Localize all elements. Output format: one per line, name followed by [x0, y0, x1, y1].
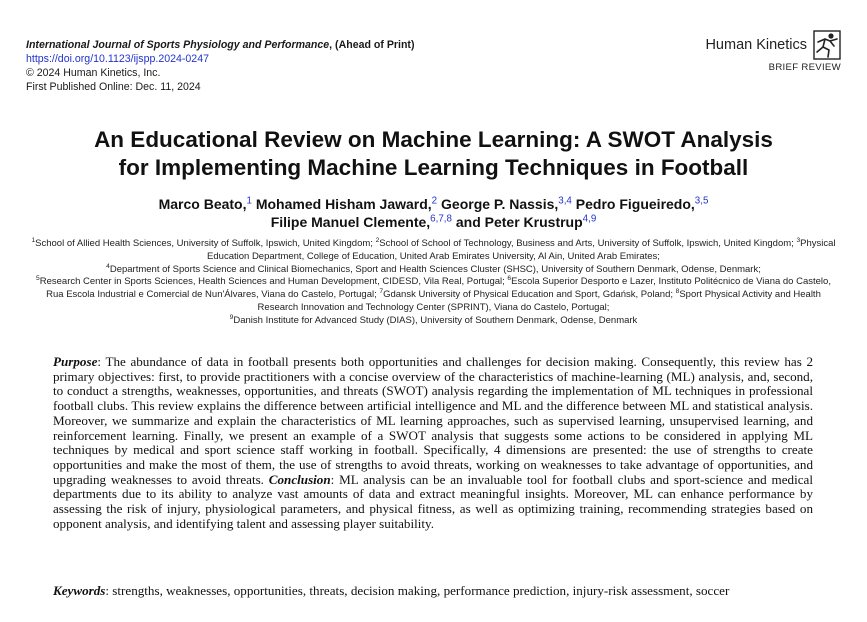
- author-name: Marco Beato,: [158, 196, 247, 212]
- abstract: [53, 355, 813, 531]
- affiliations: [30, 238, 837, 328]
- affiliation-number: 6: [507, 275, 512, 283]
- affiliation-text: Sport Physical Activity and Health Research Innovation and Technology Center (SPRINT), Viana do Castelo, Portugal;: [257, 289, 821, 313]
- journal-title: [26, 38, 415, 52]
- title-line-2: for Implementing Machine Learning Techniques in Football: [118, 155, 749, 180]
- author-name: Pedro Figueiredo,: [575, 196, 695, 212]
- paper-title: [0, 126, 867, 182]
- affiliation-number: 9: [229, 313, 234, 321]
- affiliation-number: 4: [106, 262, 110, 270]
- conclusion-label: Conclusion: [268, 471, 331, 487]
- keywords: [53, 584, 813, 599]
- author-name: George P. Nassis,: [441, 196, 559, 212]
- affiliation-text: Escola Superior Desporto e Lazer, Instituto Politécnico de Viana do Castelo, Rua Escola Industrial e Comercial de Nun'Álvares, Viana do Castelo, Portugal;: [46, 276, 831, 301]
- author-affiliation-ref[interactable]: 1: [246, 195, 252, 207]
- author-list: [40, 195, 827, 231]
- affiliation-number: 7: [379, 288, 384, 296]
- purpose-text: : The abundance of data in football presents both opportunities and challenges for decision making. Consequently, this review has 2 primary objectives: first, to provide practitioners with a concise overview of the characteristics of machine-learning (ML) analysis, and, second, to conduct a strengths, weaknesses, opportunities, and threats (SWOT) analysis regarding the implementation of ML techniques in professional football clubs. This review explains the difference between artificial intelligence and ML and the difference between ML and statistical analysis. Moreover, we summarize and explain the characteristics of ML learning approaches, such as supervised learning, unsupervised learning, and reinforcement learning. Finally, we present an example of a SWOT analysis that suggests some actions to be considered in applying ML techniques by medical and sport science staff working in football. Specifically, 4 dimensions are presented: the use of strengths to create opportunities and make the most of them, the use of strengths to avoid threats, working on weaknesses to take advantage of opportunities, and upgrading weaknesses to avoid threats.: [53, 354, 813, 487]
- author-conjunction: and: [455, 214, 481, 230]
- affiliation-text: School of Allied Health Sciences, University of Suffolk, Ipswich, United Kingdom;: [35, 238, 376, 249]
- affiliation-text: Research Center in Sports Sciences, Health Sciences and Human Development, CIDESD, Vila Real, Portugal;: [39, 276, 508, 288]
- author-affiliation-ref[interactable]: 3,4: [558, 195, 572, 207]
- author-affiliation-ref[interactable]: 4,9: [582, 213, 597, 225]
- purpose-label: Purpose: [53, 354, 98, 369]
- author-name: Mohamed Hisham Jaward,: [255, 196, 432, 212]
- publisher-row: [661, 30, 841, 60]
- affiliation-number: 1: [31, 236, 36, 244]
- journal-status: , (Ahead of Print): [329, 39, 415, 51]
- affiliation-text: School of School of Technology, Business and Arts, University of Suffolk, Ipswich, United Kingdom;: [379, 238, 797, 249]
- affiliation-number: 2: [375, 236, 380, 244]
- article-type: BRIEF REVIEW: [768, 62, 841, 73]
- publisher-name: Human Kinetics: [705, 37, 807, 53]
- author-name: Peter Krustrup: [484, 214, 583, 230]
- affiliation-number: 5: [36, 275, 40, 283]
- title-line-1: An Educational Review on Machine Learning: A SWOT Analysis: [94, 127, 773, 152]
- author-name: Filipe Manuel Clemente,: [270, 214, 431, 230]
- affiliation-text: Danish Institute for Advanced Study (DIAS), University of Southern Denmark, Odense, Denmark: [233, 314, 638, 326]
- affiliation-text: Gdansk University of Physical Education and Sport, Gdańsk, Poland;: [383, 289, 676, 301]
- author-affiliation-ref[interactable]: 3,5: [694, 195, 709, 207]
- affiliation-number: 8: [675, 288, 680, 296]
- journal-name: International Journal of Sports Physiology and Performance: [26, 39, 330, 51]
- affiliation-number: 3: [796, 236, 801, 244]
- author-line-1: [40, 195, 827, 213]
- published-date: First Published Online: Dec. 11, 2024: [26, 81, 201, 93]
- journal-header: [26, 38, 415, 94]
- author-line-2: [40, 213, 827, 231]
- publisher-block: [661, 30, 841, 73]
- conclusion-text: : ML analysis can be an invaluable tool for football clubs and sport-science and medical departments due to its ability to analyze vast amounts of data and extract meaningful insights. Moreover, ML can enhance performance by assessing the risk of injury, physiological parameters, and physical fitness, as well as optimizing training, recommending strategies based on opponent analysis, and identifying talent and assessing player suitability.: [53, 471, 813, 531]
- author-affiliation-ref[interactable]: 6,7,8: [430, 213, 452, 225]
- author-affiliation-ref[interactable]: 2: [431, 195, 438, 207]
- copyright: © 2024 Human Kinetics, Inc.: [26, 67, 161, 79]
- affiliation-text: Physical Education Department, College of Education, United Arab Emirates University, Al Ain, United Arab Emirates;: [207, 238, 836, 262]
- doi-link[interactable]: https://doi.org/10.1123/ijspp.2024-0247: [26, 53, 209, 65]
- keywords-text: : strengths, weaknesses, opportunities, threats, decision making, performance prediction, injury-risk assessment, soccer: [105, 583, 730, 598]
- keywords-label: Keywords: [53, 583, 106, 598]
- affiliation-text: Department of Sports Science and Clinical Biomechanics, Sport and Health Sciences Cluster (SHSC), University of Southern Denmark, Odense, Denmark;: [109, 263, 761, 275]
- human-kinetics-logo-icon: [813, 30, 841, 60]
